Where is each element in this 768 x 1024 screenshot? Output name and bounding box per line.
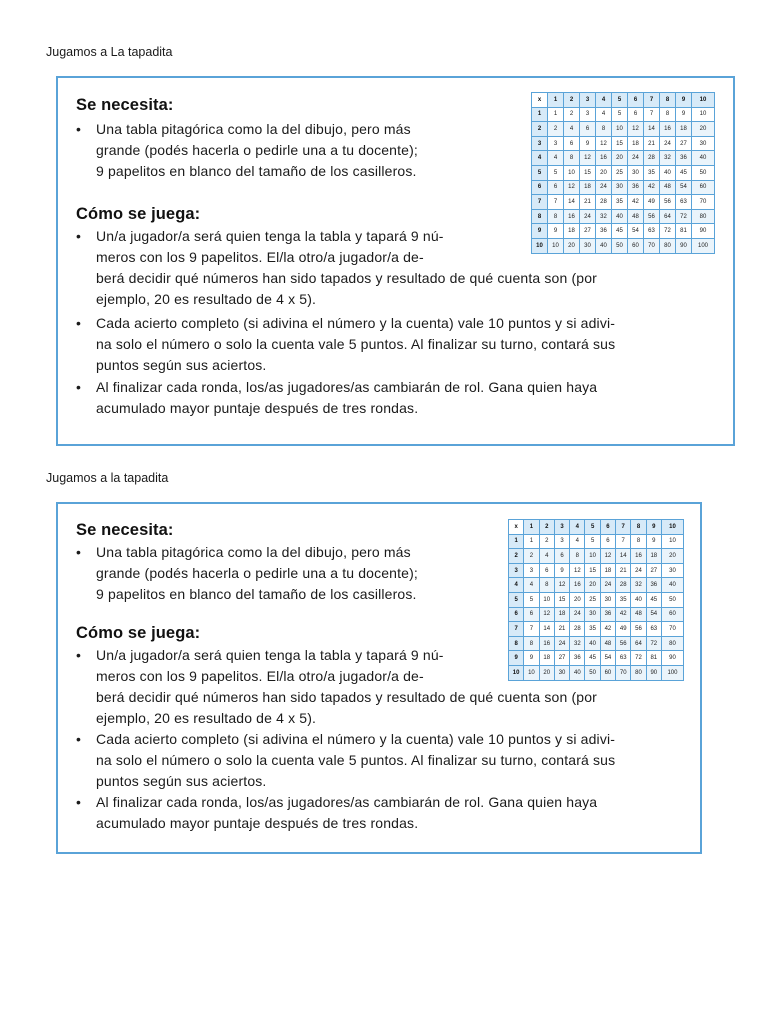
table-cell: 15 <box>554 592 569 607</box>
table-cell: 72 <box>660 224 676 239</box>
table-cell: 7 <box>524 622 539 637</box>
table-corner-cell: x <box>509 520 524 535</box>
table-row-header: 5 <box>509 592 524 607</box>
table-cell: 6 <box>524 607 539 622</box>
table-header-cell: 9 <box>676 93 692 108</box>
table-cell: 72 <box>646 636 661 651</box>
table-cell: 5 <box>585 534 600 549</box>
section-caption: Jugamos a La tapadita <box>46 45 173 59</box>
how-line: • Cada acierto completo (si adivina el número y la cuenta) vale 10 puntos y si adivi- <box>76 731 616 747</box>
table-cell: 60 <box>600 665 615 680</box>
table-cell: 40 <box>660 165 676 180</box>
table-cell: 42 <box>616 607 631 622</box>
table-cell: 24 <box>580 209 596 224</box>
table-cell: 25 <box>612 165 628 180</box>
table-cell: 54 <box>628 224 644 239</box>
table-cell: 12 <box>539 607 554 622</box>
table-cell: 63 <box>676 195 692 210</box>
table-cell: 8 <box>570 549 585 564</box>
game-card <box>56 502 702 854</box>
table-header-cell: 7 <box>616 520 631 535</box>
table-cell: 6 <box>580 122 596 137</box>
table-cell: 45 <box>676 165 692 180</box>
table-cell: 48 <box>631 607 646 622</box>
how-line: • Al finalizar cada ronda, los/as jugadores/as cambiarán de rol. Gana quien haya <box>76 794 598 810</box>
table-cell: 4 <box>548 151 564 166</box>
table-cell: 7 <box>644 107 660 122</box>
table-cell: 90 <box>661 651 683 666</box>
table-cell: 28 <box>644 151 660 166</box>
table-cell: 40 <box>596 238 612 253</box>
table-cell: 16 <box>570 578 585 593</box>
how-line: berá decidir qué números han sido tapados y resultado de qué cuenta son (por <box>96 689 597 705</box>
table-row <box>509 534 684 549</box>
table-cell: 2 <box>564 107 580 122</box>
table-row-header: 8 <box>532 209 548 224</box>
table-cell: 50 <box>661 592 683 607</box>
table-header-cell: 4 <box>596 93 612 108</box>
table-cell: 16 <box>660 122 676 137</box>
table-cell: 14 <box>564 195 580 210</box>
table-cell: 90 <box>676 238 692 253</box>
table-cell: 3 <box>548 136 564 151</box>
table-row <box>509 578 684 593</box>
table-cell: 3 <box>524 563 539 578</box>
table-row-header: 4 <box>509 578 524 593</box>
table-cell: 40 <box>692 151 715 166</box>
table-cell: 56 <box>644 209 660 224</box>
table-header-cell: 6 <box>600 520 615 535</box>
table-cell: 72 <box>631 651 646 666</box>
pythagorean-table <box>508 519 684 681</box>
table-cell: 9 <box>676 107 692 122</box>
table-cell: 60 <box>661 607 683 622</box>
table-cell: 64 <box>631 636 646 651</box>
table-header-cell: 8 <box>631 520 646 535</box>
table-cell: 28 <box>570 622 585 637</box>
table-cell: 12 <box>554 578 569 593</box>
table-cell: 64 <box>660 209 676 224</box>
table-cell: 16 <box>631 549 646 564</box>
table-row <box>509 592 684 607</box>
table-cell: 21 <box>580 195 596 210</box>
table-row-header: 10 <box>532 238 548 253</box>
game-card <box>56 76 735 446</box>
table-cell: 12 <box>628 122 644 137</box>
table-header-row <box>509 520 684 535</box>
how-line: ejemplo, 20 es resultado de 4 x 5). <box>96 710 317 726</box>
table-cell: 10 <box>564 165 580 180</box>
table-cell: 20 <box>612 151 628 166</box>
table-cell: 42 <box>628 195 644 210</box>
table-header-cell: 8 <box>660 93 676 108</box>
table-cell: 35 <box>616 592 631 607</box>
table-row-header: 2 <box>532 122 548 137</box>
table-row <box>509 563 684 578</box>
table-cell: 14 <box>539 622 554 637</box>
table-cell: 20 <box>585 578 600 593</box>
table-cell: 18 <box>580 180 596 195</box>
table-header-cell: 10 <box>692 93 715 108</box>
table-cell: 14 <box>644 122 660 137</box>
table-header-cell: 3 <box>580 93 596 108</box>
table-cell: 24 <box>631 563 646 578</box>
table-cell: 35 <box>612 195 628 210</box>
table-cell: 30 <box>661 563 683 578</box>
table-cell: 10 <box>524 665 539 680</box>
table-row-header: 6 <box>532 180 548 195</box>
table-cell: 25 <box>585 592 600 607</box>
table-header-cell: 9 <box>646 520 661 535</box>
table-cell: 36 <box>646 578 661 593</box>
table-header-cell: 2 <box>564 93 580 108</box>
table-row <box>509 636 684 651</box>
needs-heading: Se necesita: <box>76 96 174 114</box>
table-cell: 28 <box>616 578 631 593</box>
table-cell: 56 <box>631 622 646 637</box>
table-header-cell: 10 <box>661 520 683 535</box>
table-row <box>509 607 684 622</box>
table-cell: 42 <box>600 622 615 637</box>
pythagorean-table <box>531 92 715 254</box>
table-cell: 30 <box>600 592 615 607</box>
table-cell: 80 <box>660 238 676 253</box>
table-cell: 72 <box>676 209 692 224</box>
table-cell: 36 <box>570 651 585 666</box>
table-cell: 3 <box>554 534 569 549</box>
table-cell: 3 <box>580 107 596 122</box>
table-cell: 16 <box>539 636 554 651</box>
table-header-cell: 6 <box>628 93 644 108</box>
needs-line: 9 papelitos en blanco del tamaño de los casilleros. <box>96 163 417 179</box>
table-row-header: 10 <box>509 665 524 680</box>
table-cell: 20 <box>564 238 580 253</box>
table-cell: 36 <box>628 180 644 195</box>
table-cell: 4 <box>539 549 554 564</box>
table-cell: 48 <box>600 636 615 651</box>
table-cell: 16 <box>564 209 580 224</box>
table-cell: 27 <box>580 224 596 239</box>
table-cell: 9 <box>646 534 661 549</box>
table-cell: 63 <box>644 224 660 239</box>
table-cell: 49 <box>616 622 631 637</box>
table-cell: 54 <box>676 180 692 195</box>
table-row-header: 7 <box>509 622 524 637</box>
table-cell: 18 <box>554 607 569 622</box>
table-header-row <box>532 93 715 108</box>
table-cell: 1 <box>548 107 564 122</box>
how-line: • Un/a jugador/a será quien tenga la tabla y tapará 9 nú- <box>76 647 444 663</box>
how-line: • Al finalizar cada ronda, los/as jugadores/as cambiarán de rol. Gana quien haya <box>76 379 598 395</box>
table-cell: 40 <box>612 209 628 224</box>
table-cell: 60 <box>692 180 715 195</box>
table-cell: 30 <box>628 165 644 180</box>
table-row-header: 4 <box>532 151 548 166</box>
table-row-header: 3 <box>509 563 524 578</box>
table-cell: 70 <box>644 238 660 253</box>
table-cell: 100 <box>661 665 683 680</box>
table-cell: 18 <box>676 122 692 137</box>
table-cell: 8 <box>660 107 676 122</box>
table-cell: 6 <box>548 180 564 195</box>
table-cell: 21 <box>616 563 631 578</box>
table-cell: 32 <box>570 636 585 651</box>
table-cell: 12 <box>570 563 585 578</box>
table-cell: 5 <box>548 165 564 180</box>
table-cell: 5 <box>612 107 628 122</box>
table-cell: 20 <box>661 549 683 564</box>
table-header-cell: 5 <box>585 520 600 535</box>
table-row <box>509 651 684 666</box>
table-cell: 4 <box>570 534 585 549</box>
table-cell: 45 <box>612 224 628 239</box>
how-line: puntos según sus aciertos. <box>96 773 267 789</box>
table-row <box>532 165 715 180</box>
needs-line: grande (podés hacerla o pedirle una a tu docente); <box>96 142 418 158</box>
table-cell: 18 <box>646 549 661 564</box>
table-row-header: 2 <box>509 549 524 564</box>
table-row <box>532 136 715 151</box>
table-cell: 30 <box>580 238 596 253</box>
table-cell: 56 <box>616 636 631 651</box>
table-cell: 18 <box>628 136 644 151</box>
table-cell: 24 <box>570 607 585 622</box>
table-cell: 36 <box>676 151 692 166</box>
how-line: meros con los 9 papelitos. El/la otro/a jugador/a de- <box>96 249 424 265</box>
table-cell: 70 <box>661 622 683 637</box>
table-cell: 35 <box>644 165 660 180</box>
table-cell: 6 <box>539 563 554 578</box>
table-cell: 30 <box>585 607 600 622</box>
table-cell: 24 <box>660 136 676 151</box>
table-cell: 24 <box>628 151 644 166</box>
table-cell: 48 <box>660 180 676 195</box>
table-cell: 27 <box>554 651 569 666</box>
table-cell: 63 <box>646 622 661 637</box>
table-cell: 7 <box>616 534 631 549</box>
needs-line: grande (podés hacerla o pedirle una a tu docente); <box>96 565 418 581</box>
table-cell: 8 <box>524 636 539 651</box>
table-cell: 50 <box>692 165 715 180</box>
table-corner-cell: x <box>532 93 548 108</box>
how-line: berá decidir qué números han sido tapados y resultado de qué cuenta son (por <box>96 270 597 286</box>
section-caption: Jugamos a la tapadita <box>46 471 169 485</box>
table-row <box>509 549 684 564</box>
table-cell: 28 <box>596 195 612 210</box>
table-cell: 20 <box>570 592 585 607</box>
table-cell: 35 <box>585 622 600 637</box>
table-cell: 8 <box>631 534 646 549</box>
table-cell: 40 <box>585 636 600 651</box>
table-row-header: 1 <box>532 107 548 122</box>
table-row-header: 9 <box>532 224 548 239</box>
table-cell: 56 <box>660 195 676 210</box>
table-cell: 24 <box>600 578 615 593</box>
how-line: meros con los 9 papelitos. El/la otro/a jugador/a de- <box>96 668 424 684</box>
table-cell: 90 <box>692 224 715 239</box>
table-row <box>532 224 715 239</box>
table-cell: 20 <box>539 665 554 680</box>
table-row-header: 7 <box>532 195 548 210</box>
table-cell: 2 <box>548 122 564 137</box>
table-row <box>532 195 715 210</box>
table-cell: 70 <box>692 195 715 210</box>
needs-line: 9 papelitos en blanco del tamaño de los casilleros. <box>96 586 417 602</box>
table-cell: 27 <box>646 563 661 578</box>
table-cell: 16 <box>596 151 612 166</box>
table-cell: 4 <box>564 122 580 137</box>
table-cell: 54 <box>646 607 661 622</box>
table-cell: 15 <box>612 136 628 151</box>
how-line: • Cada acierto completo (si adivina el número y la cuenta) vale 10 puntos y si adivi- <box>76 315 616 331</box>
table-cell: 40 <box>661 578 683 593</box>
table-cell: 50 <box>585 665 600 680</box>
how-line: na solo el número o solo la cuenta vale 5 puntos. Al finalizar su turno, contará sus <box>96 336 616 352</box>
table-header-cell: 1 <box>548 93 564 108</box>
table-cell: 21 <box>644 136 660 151</box>
table-cell: 18 <box>600 563 615 578</box>
table-cell: 20 <box>596 165 612 180</box>
table-cell: 49 <box>644 195 660 210</box>
how-line: acumulado mayor puntaje después de tres rondas. <box>96 815 419 831</box>
table-cell: 1 <box>524 534 539 549</box>
table-row-header: 5 <box>532 165 548 180</box>
table-row-header: 6 <box>509 607 524 622</box>
table-cell: 24 <box>596 180 612 195</box>
table-cell: 12 <box>596 136 612 151</box>
table-cell: 4 <box>524 578 539 593</box>
table-cell: 8 <box>548 209 564 224</box>
table-cell: 2 <box>524 549 539 564</box>
table-cell: 36 <box>600 607 615 622</box>
table-row <box>509 622 684 637</box>
table-cell: 8 <box>539 578 554 593</box>
table-cell: 45 <box>585 651 600 666</box>
table-cell: 18 <box>564 224 580 239</box>
table-cell: 27 <box>676 136 692 151</box>
table-row-header: 1 <box>509 534 524 549</box>
table-cell: 21 <box>554 622 569 637</box>
table-row-header: 8 <box>509 636 524 651</box>
table-cell: 6 <box>554 549 569 564</box>
table-row <box>532 238 715 253</box>
table-cell: 9 <box>524 651 539 666</box>
needs-heading: Se necesita: <box>76 521 174 539</box>
table-row <box>509 665 684 680</box>
table-cell: 30 <box>692 136 715 151</box>
how-line: na solo el número o solo la cuenta vale 5 puntos. Al finalizar su turno, contará sus <box>96 752 616 768</box>
how-line: puntos según sus aciertos. <box>96 357 267 373</box>
table-cell: 12 <box>600 549 615 564</box>
table-cell: 32 <box>660 151 676 166</box>
table-cell: 50 <box>612 238 628 253</box>
table-cell: 2 <box>539 534 554 549</box>
table-cell: 10 <box>661 534 683 549</box>
table-cell: 7 <box>548 195 564 210</box>
table-cell: 6 <box>600 534 615 549</box>
table-cell: 8 <box>564 151 580 166</box>
table-cell: 30 <box>554 665 569 680</box>
table-cell: 80 <box>631 665 646 680</box>
how-heading: Cómo se juega: <box>76 205 201 223</box>
table-cell: 9 <box>554 563 569 578</box>
table-header-cell: 2 <box>539 520 554 535</box>
table-cell: 81 <box>676 224 692 239</box>
table-row <box>532 151 715 166</box>
table-cell: 40 <box>570 665 585 680</box>
table-cell: 6 <box>628 107 644 122</box>
table-cell: 10 <box>612 122 628 137</box>
table-cell: 30 <box>612 180 628 195</box>
table-cell: 80 <box>692 209 715 224</box>
table-cell: 8 <box>596 122 612 137</box>
table-cell: 70 <box>616 665 631 680</box>
table-header-cell: 4 <box>570 520 585 535</box>
table-row <box>532 122 715 137</box>
table-header-cell: 3 <box>554 520 569 535</box>
table-cell: 4 <box>596 107 612 122</box>
table-header-cell: 7 <box>644 93 660 108</box>
table-cell: 45 <box>646 592 661 607</box>
table-cell: 60 <box>628 238 644 253</box>
table-cell: 32 <box>631 578 646 593</box>
table-cell: 6 <box>564 136 580 151</box>
table-cell: 15 <box>585 563 600 578</box>
table-cell: 54 <box>600 651 615 666</box>
table-row-header: 9 <box>509 651 524 666</box>
table-cell: 5 <box>524 592 539 607</box>
table-row <box>532 209 715 224</box>
table-cell: 12 <box>580 151 596 166</box>
table-cell: 63 <box>616 651 631 666</box>
table-cell: 24 <box>554 636 569 651</box>
table-cell: 42 <box>644 180 660 195</box>
table-cell: 90 <box>646 665 661 680</box>
table-cell: 15 <box>580 165 596 180</box>
table-cell: 10 <box>692 107 715 122</box>
table-cell: 80 <box>661 636 683 651</box>
needs-line: • Una tabla pitagórica como la del dibujo, pero más <box>76 544 411 560</box>
table-cell: 32 <box>596 209 612 224</box>
table-header-cell: 5 <box>612 93 628 108</box>
table-cell: 12 <box>564 180 580 195</box>
needs-line: • Una tabla pitagórica como la del dibujo, pero más <box>76 121 411 137</box>
table-cell: 81 <box>646 651 661 666</box>
how-line: ejemplo, 20 es resultado de 4 x 5). <box>96 291 317 307</box>
how-line: • Un/a jugador/a será quien tenga la tabla y tapará 9 nú- <box>76 228 444 244</box>
table-header-cell: 1 <box>524 520 539 535</box>
table-cell: 14 <box>616 549 631 564</box>
table-cell: 10 <box>539 592 554 607</box>
how-line: acumulado mayor puntaje después de tres rondas. <box>96 400 419 416</box>
table-row <box>532 180 715 195</box>
table-cell: 18 <box>539 651 554 666</box>
table-cell: 40 <box>631 592 646 607</box>
table-row <box>532 107 715 122</box>
table-cell: 9 <box>548 224 564 239</box>
table-cell: 20 <box>692 122 715 137</box>
table-row-header: 3 <box>532 136 548 151</box>
table-cell: 10 <box>585 549 600 564</box>
table-cell: 100 <box>692 238 715 253</box>
how-heading: Cómo se juega: <box>76 624 201 642</box>
table-cell: 36 <box>596 224 612 239</box>
table-cell: 9 <box>580 136 596 151</box>
table-cell: 10 <box>548 238 564 253</box>
table-cell: 48 <box>628 209 644 224</box>
